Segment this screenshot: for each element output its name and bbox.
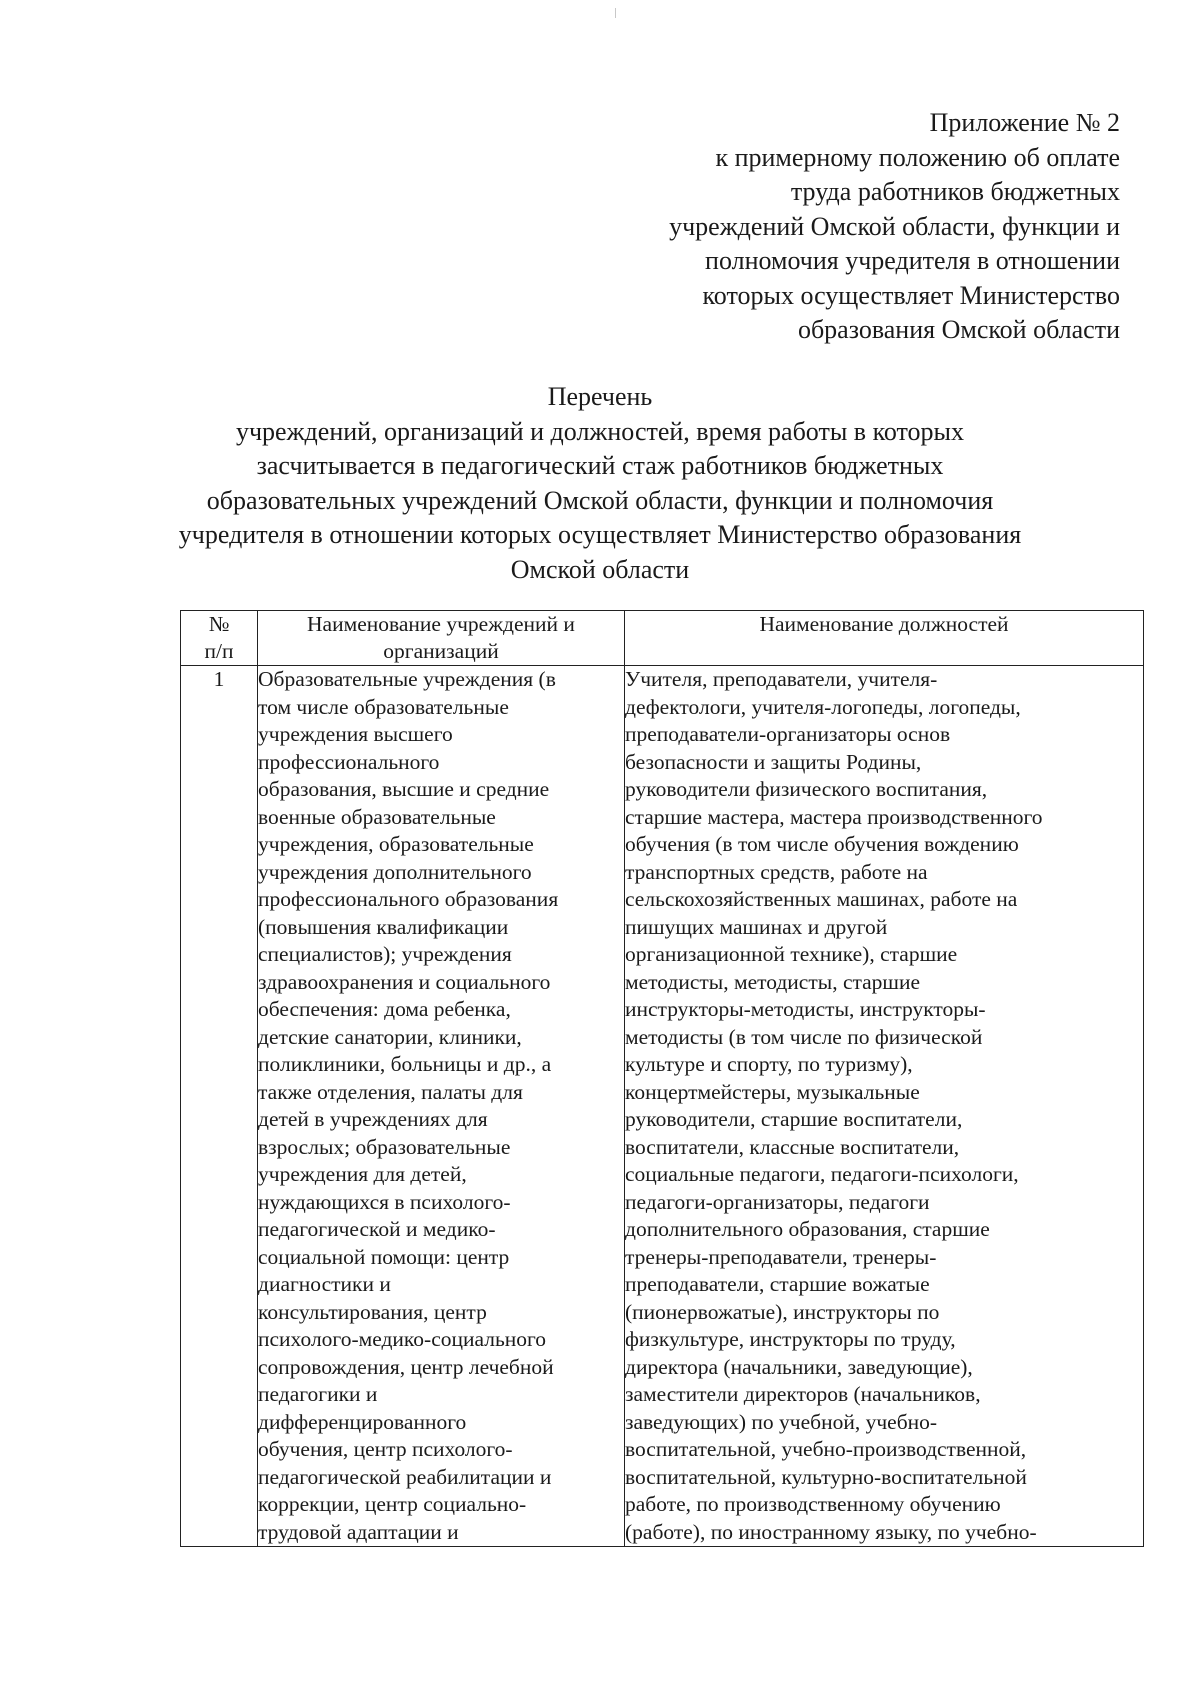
table-row — [181, 666, 1144, 1547]
pos-line: заведующих) по учебной, учебно- — [625, 1409, 938, 1434]
org-line: обучения, центр психолого- — [258, 1437, 513, 1461]
header-pos-line: Наименование должностей — [759, 612, 1009, 636]
org-line: поликлиники, больницы и др., а — [258, 1052, 552, 1076]
org-line: профессионального образования — [258, 887, 559, 911]
org-line: также отделения, палаты для — [258, 1079, 523, 1104]
pos-line: (пионервожатые), инструкторы по — [625, 1299, 940, 1324]
org-line: профессионального — [258, 749, 440, 774]
pos-line: обучения (в том числе обучения вождению — [625, 832, 1019, 856]
pos-line: методисты, методисты, старшие — [625, 969, 921, 994]
header-number-line: п/п — [204, 639, 234, 663]
pos-line: преподаватели-организаторы основ — [625, 722, 951, 746]
org-line: психолого-медико-социального — [258, 1327, 547, 1351]
annex-line: Приложение № 2 — [929, 108, 1120, 137]
pos-line: воспитатели, классные воспитатели, — [625, 1134, 960, 1159]
org-line: учреждения высшего — [258, 722, 453, 746]
pos-line: работе, по производственному обучению — [625, 1492, 1001, 1516]
title-line: учредителя в отношении которых осуществляет Министерство образования — [178, 520, 1022, 549]
org-line: специалистов); учреждения — [258, 942, 512, 966]
pos-line: директора (начальники, заведующие), — [625, 1354, 973, 1379]
annex-header — [480, 106, 1120, 348]
pos-line: (работе), по иностранному языку, по учебно- — [625, 1519, 1037, 1544]
pos-line: социальные педагоги, педагоги-психологи, — [625, 1162, 1019, 1186]
pos-line: старшие мастера, мастера производственного — [625, 804, 1043, 829]
pos-line: организационной технике), старшие — [625, 942, 958, 966]
org-line: военные образовательные — [258, 804, 496, 829]
positions-table — [180, 610, 1144, 1547]
org-line: диагностики и — [258, 1272, 391, 1296]
pos-line: безопасности и защиты Родины, — [625, 749, 922, 774]
annex-line: труда работников бюджетных — [790, 177, 1120, 206]
org-line: учреждения дополнительного — [258, 859, 532, 884]
pos-line: воспитательной, культурно-воспитательной — [625, 1464, 1027, 1489]
pos-line: физкультуре, инструкторы по труду, — [625, 1327, 956, 1351]
pos-line: заместители директоров (начальников, — [625, 1382, 981, 1406]
row-positions — [625, 666, 1144, 1547]
title-line: образовательных учреждений Омской области, функции и полномочия — [206, 485, 994, 515]
pos-line: дефектологи, учителя-логопеды, логопеды, — [625, 694, 1021, 719]
org-line: педагогической и медико- — [258, 1217, 496, 1241]
org-line: детей в учреждениях для — [258, 1107, 488, 1131]
org-line: обеспечения: дома ребенка, — [258, 997, 511, 1021]
document-title — [130, 380, 1070, 587]
org-line: учреждения, образовательные — [258, 832, 534, 856]
org-line: педагогической реабилитации и — [258, 1464, 552, 1489]
org-line: социальной помощи: центр — [258, 1244, 510, 1269]
org-line: том числе образовательные — [258, 694, 509, 719]
header-organizations — [258, 611, 625, 666]
header-org-line: Наименование учреждений и — [307, 612, 575, 636]
pos-line: руководители, старшие воспитатели, — [625, 1107, 963, 1131]
pos-line: инструкторы-методисты, инструкторы- — [625, 997, 986, 1021]
pos-line: пишущих машинах и другой — [625, 914, 888, 939]
annex-line: полномочия учредителя в отношении — [705, 246, 1120, 275]
header-number-line: № — [208, 612, 230, 636]
row-number: 1 — [181, 666, 258, 1547]
org-line: учреждения для детей, — [258, 1162, 467, 1186]
org-line: сопровождения, центр лечебной — [258, 1354, 554, 1379]
pos-line: педагоги-организаторы, педагоги — [625, 1189, 930, 1214]
scan-artifact — [615, 8, 616, 18]
org-line: образования, высшие и средние — [258, 777, 550, 801]
org-line: нуждающихся в психолого- — [258, 1189, 511, 1214]
org-line: Образовательные учреждения (в — [258, 667, 556, 691]
title-line: учреждений, организаций и должностей, время работы в которых — [235, 416, 965, 446]
org-line: детские санатории, клиники, — [258, 1024, 522, 1049]
header-number — [181, 611, 258, 666]
row-organizations — [258, 666, 625, 1547]
annex-line: учреждений Омской области, функции и — [669, 211, 1120, 241]
table-header-row — [181, 611, 1144, 666]
org-line: взрослых; образовательные — [258, 1134, 511, 1159]
annex-line: образования Омской области — [797, 315, 1120, 344]
org-line: дифференцированного — [258, 1409, 467, 1434]
org-line: консультирования, центр — [258, 1299, 487, 1324]
org-line: педагогики и — [258, 1382, 378, 1406]
title-caption: Перечень — [547, 382, 653, 411]
pos-line: культуре и спорту, по туризму), — [625, 1052, 913, 1076]
pos-line: Учителя, преподаватели, учителя- — [625, 667, 938, 691]
title-line: засчитывается в педагогический стаж работников бюджетных — [256, 451, 944, 480]
pos-line: транспортных средств, работе на — [625, 859, 928, 884]
header-positions — [625, 611, 1144, 666]
org-line: коррекции, центр социально- — [258, 1492, 527, 1516]
annex-line: которых осуществляет Министерство — [702, 280, 1120, 310]
org-line: (повышения квалификации — [258, 914, 509, 939]
pos-line: концертмейстеры, музыкальные — [625, 1079, 920, 1104]
pos-line: сельскохозяйственных машинах, работе на — [625, 887, 1018, 911]
annex-line: к примерному положению об оплате — [715, 142, 1120, 172]
header-org-line: организаций — [383, 639, 499, 663]
pos-line: преподаватели, старшие вожатые — [625, 1272, 930, 1296]
pos-line: тренеры-преподаватели, тренеры- — [625, 1244, 937, 1269]
title-line: Омской области — [510, 554, 690, 584]
pos-line: методисты (в том числе по физической — [625, 1024, 983, 1049]
org-line: трудовой адаптации и — [258, 1519, 459, 1544]
pos-line: дополнительного образования, старшие — [625, 1217, 990, 1241]
pos-line: руководители физического воспитания, — [625, 777, 988, 801]
pos-line: воспитательной, учебно-производственной, — [625, 1437, 1027, 1461]
org-line: здравоохранения и социального — [258, 969, 551, 994]
